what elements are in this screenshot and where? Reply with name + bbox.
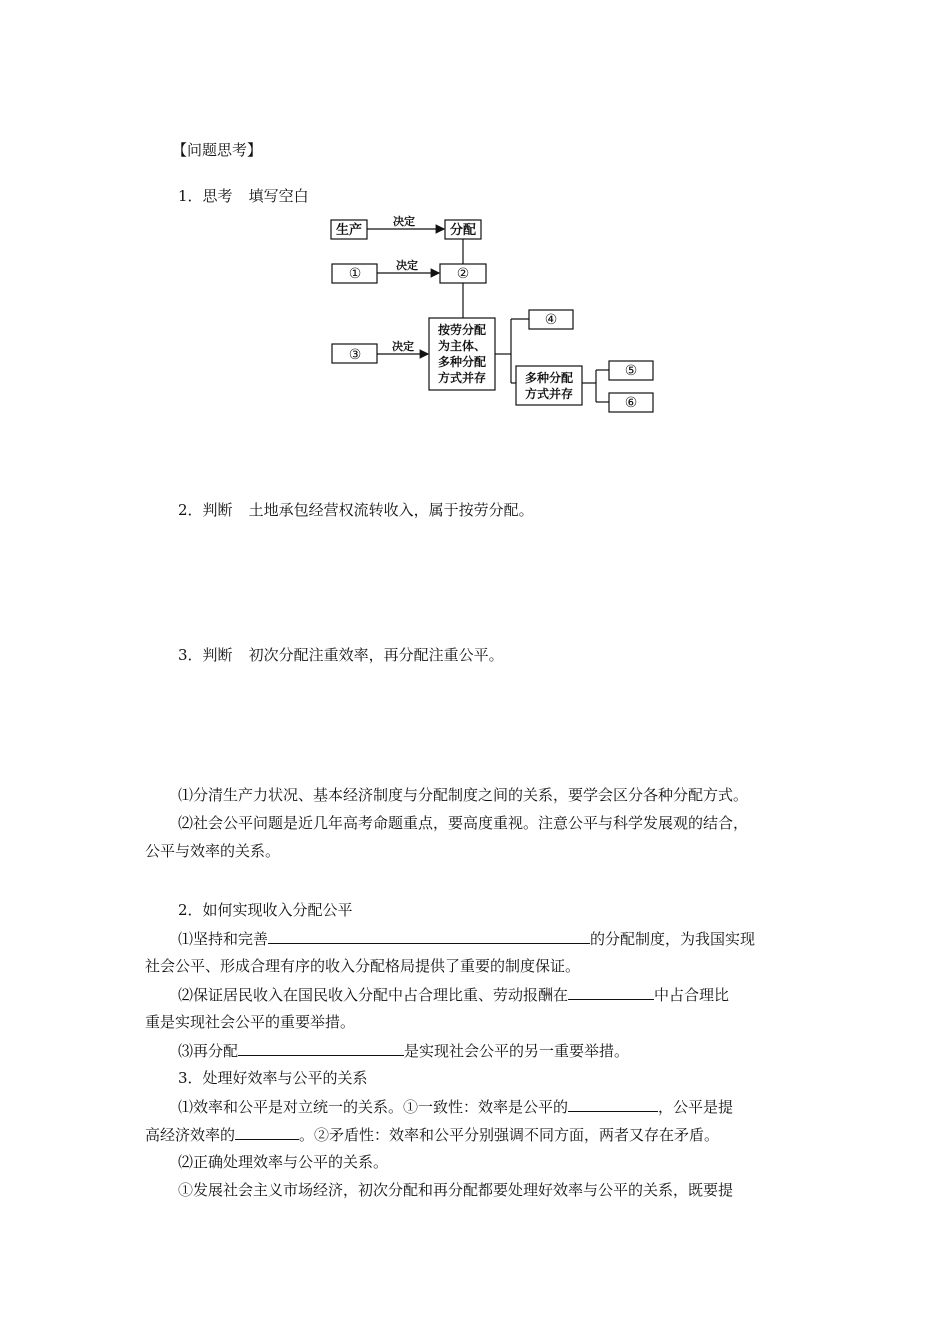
tip-1: ⑴分清生产力状况、基本经济制度与分配制度之间的关系，要学会区分各种分配方式。 [178, 786, 749, 804]
label-blank-3: ③ [348, 347, 362, 363]
label-decide-3: 决定 [392, 340, 414, 353]
section-2-p1-line-2: 社会公平、形成合理有序的收入分配格局提供了重要的制度保证。 [145, 957, 581, 975]
label-blank-1: ① [348, 266, 362, 282]
question-3-text: 初次分配注重效率，再分配注重公平。 [248, 646, 504, 664]
section-2-p1-post: 的分配制度，为我国实现 [590, 930, 756, 948]
tip-2-line-2: 公平与效率的关系。 [145, 842, 281, 860]
fill-blank-fairness-efficiency[interactable] [235, 1124, 299, 1140]
question-2 [178, 500, 534, 520]
tip-2-line-1: ⑵社会公平问题是近几年高考命题重点，要高度重视。注意公平与科学发展观的结合， [178, 814, 749, 832]
question-3-number: 3． [178, 646, 203, 664]
section-3-p2: ⑵正确处理效率与公平的关系。 [178, 1153, 389, 1171]
section-3-heading: 3．处理好效率与公平的关系 [178, 1069, 368, 1087]
fill-blank-efficiency-fairness[interactable] [568, 1096, 658, 1112]
main-box-line-3: 多种分配 [437, 355, 487, 369]
label-production: 生产 [335, 223, 363, 238]
section-2-p2-pre: ⑵保证居民收入在国民收入分配中占合理比重、劳动报酬在 [178, 986, 569, 1004]
section-2-p3-pre: ⑶再分配 [178, 1042, 239, 1060]
sub-box-line-1: 多种分配 [524, 371, 574, 385]
section-2-p2-line-2: 重是实现社会公平的重要举措。 [145, 1013, 356, 1031]
question-1-label: 思考 [202, 187, 233, 205]
section-2-p2 [178, 984, 729, 1005]
section-2-heading: 2．如何实现收入分配公平 [178, 901, 353, 919]
fill-blank-primary-distribution[interactable] [568, 984, 654, 1000]
label-decide-1: 决定 [393, 215, 415, 228]
section-3-p1-line-2 [145, 1124, 719, 1145]
fill-blank-redistribution[interactable] [238, 1040, 404, 1056]
section-2-p1 [178, 928, 755, 949]
distribution-diagram [0, 210, 950, 430]
question-2-number: 2． [178, 501, 203, 519]
section-3-p1-pre: ⑴效率和公平是对立统一的关系。①一致性：效率是公平的 [178, 1098, 569, 1116]
label-decide-2: 决定 [396, 259, 418, 272]
question-1-text: 填写空白 [248, 187, 309, 205]
section-3-p1 [178, 1096, 733, 1117]
main-box-line-4: 方式并存 [437, 371, 487, 385]
main-box-line-2: 为主体、 [437, 339, 487, 353]
question-2-text: 土地承包经营权流转收入，属于按劳分配。 [248, 501, 534, 519]
label-blank-5: ⑤ [624, 363, 638, 379]
question-1-number: 1． [178, 187, 203, 205]
question-3 [178, 645, 504, 665]
section-3-p1-post: ，公平是提 [658, 1098, 734, 1116]
section-3-p1-line-2-post: 。②矛盾性：效率和公平分别强调不同方面，两者又存在矛盾。 [299, 1126, 720, 1144]
section-3-p1-line-2-pre: 高经济效率的 [145, 1126, 236, 1144]
sub-box-line-2: 方式并存 [524, 387, 574, 401]
question-3-label: 判断 [202, 646, 233, 664]
section-2-p1-pre: ⑴坚持和完善 [178, 930, 269, 948]
question-2-label: 判断 [202, 501, 233, 519]
question-1 [178, 186, 309, 206]
label-blank-2: ② [456, 266, 470, 282]
section-3-p3: ①发展社会主义市场经济，初次分配和再分配都要处理好效率与公平的关系，既要提 [178, 1181, 734, 1199]
label-blank-6: ⑥ [624, 395, 638, 411]
main-box-line-1: 按劳分配 [437, 323, 487, 337]
label-distribution: 分配 [449, 223, 477, 238]
label-blank-4: ④ [544, 312, 558, 328]
section-2-p2-post: 中占合理比 [654, 986, 730, 1004]
section-2-p3-post: 是实现社会公平的另一重要举措。 [404, 1042, 630, 1060]
section-title: 【问题思考】 [172, 141, 263, 159]
fill-blank-distribution-system[interactable] [268, 928, 590, 944]
section-2-p3 [178, 1040, 629, 1061]
